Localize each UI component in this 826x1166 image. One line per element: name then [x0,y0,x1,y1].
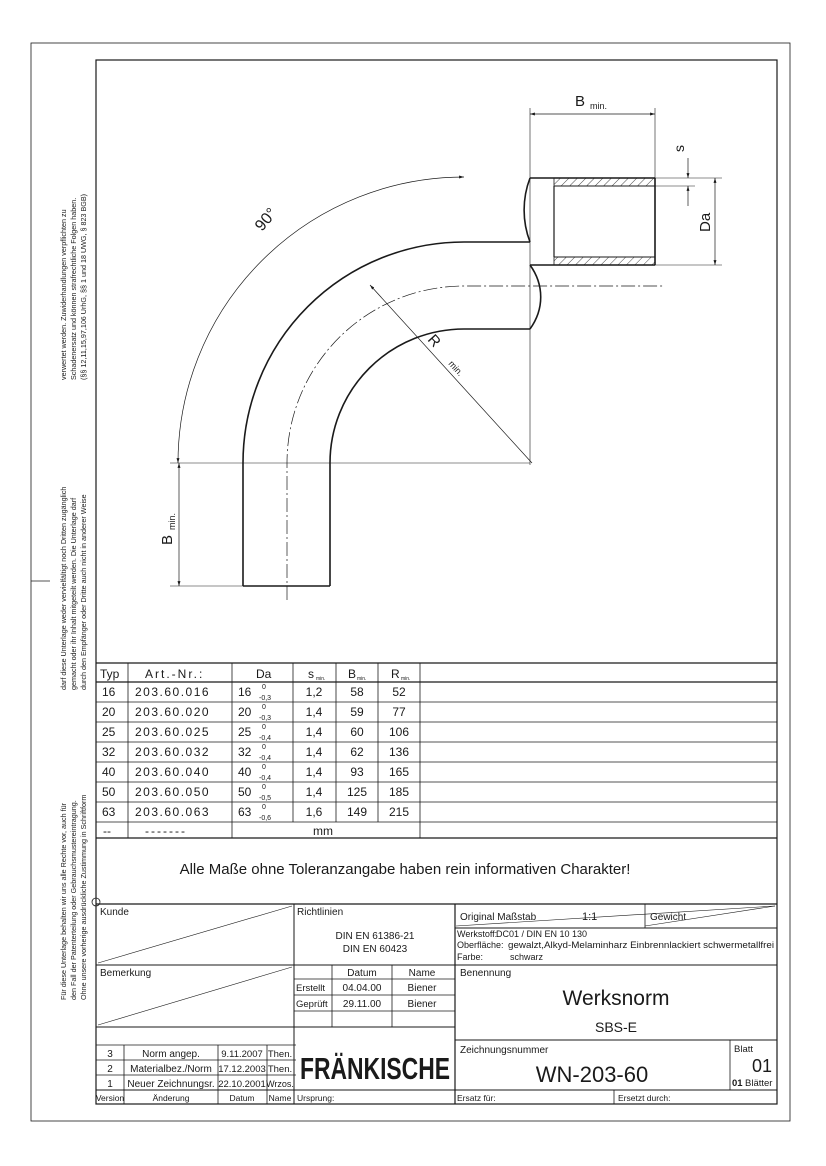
kunde-label: Kunde [100,907,129,918]
b-min-left-label: B [159,534,176,545]
cell-art-nr: 203.60.032 [135,745,211,759]
cell-r: 185 [388,785,410,799]
radius-sub: min. [446,358,466,378]
oberflaeche-value: gewalzt,Alkyd-Melaminharz Einbrennlackiert schwermetallfrei [508,940,774,950]
richtlinien-label: Richtlinien [297,907,344,918]
werkstoff-value: DC01 / DIN EN 10 130 [496,929,588,939]
cell-da: 40 [238,765,252,779]
cell-b: 58 [350,685,364,699]
table-row [102,724,409,742]
cell-da: 32 [238,745,252,759]
cell-da: 50 [238,785,252,799]
b-min-top-sub: min. [590,101,608,111]
cell-typ: 50 [102,785,116,799]
header-r-sub: min. [401,676,411,682]
cell-r: 165 [388,765,410,779]
ersatz-fuer-label: Ersatz für: [457,1093,496,1103]
cell-tol-lower: -0,4 [259,775,272,782]
header-art: Art.-Nr.: [145,667,205,681]
erstellt-name: Biener [407,983,437,994]
cell-art-nr: 203.60.020 [135,705,211,719]
cell-typ: 63 [102,805,116,819]
tolerance-note: Alle Maße ohne Toleranzangabe haben rein informativen Charakter! [179,861,631,878]
farbe-label: Farbe: [457,952,484,962]
col-name: Name [268,1093,292,1103]
cell-b: 149 [346,805,368,819]
cell-tol-upper: 0 [262,744,266,751]
table-rows [102,684,409,822]
blatt-label: Blatt [734,1044,754,1055]
name-header: Name [408,968,436,979]
svg-text:den Fall der Patenterteilung o: den Fall der Patenterteilung oder Gebrauchsmustereintragung. [69,800,78,1000]
benennung-label: Benennung [460,968,512,979]
blaetter-value: 01 [732,1078,743,1089]
cell-da: 16 [238,685,252,699]
svg-text:gemacht oder ihr Inhalt mitget: gemacht oder ihr Inhalt mitgeteilt werden. Die Unterlage darf [69,497,78,690]
cell-s: 1,4 [305,705,323,719]
cell-art-nr: 203.60.063 [135,805,211,819]
cell-s: 1,2 [305,685,323,699]
cell-s: 1,4 [305,745,323,759]
cell-tol-lower: -0,3 [259,695,272,702]
rev-3-aenderung: Norm angep. [142,1049,200,1060]
margin-copyright-bottom [59,795,88,1000]
geprueft-label: Geprüft [296,999,328,1010]
wall-hatch-top [554,178,655,186]
table-row [102,784,409,802]
header-s-sub: min. [316,676,326,682]
richtlinie-1: DIN EN 61386-21 [335,931,415,942]
table-row [102,744,409,762]
footer-unit: mm [313,824,333,838]
cell-b: 60 [350,725,364,739]
table-row [102,764,409,782]
cell-r: 106 [388,725,410,739]
rev-1-aenderung: Neuer Zeichnungsr. [127,1079,215,1090]
svg-text:Ohne unsere vorherige ausdrück: Ohne unsere vorherige ausdrückliche Zustimmung in Schriftform [79,794,88,1000]
benennung-sub: SBS-E [594,1019,638,1035]
cell-r: 215 [388,805,410,819]
cell-typ: 40 [102,765,116,779]
cell-b: 59 [350,705,364,719]
cell-r: 136 [388,745,410,759]
rev-1-name: Wrzos. [266,1079,294,1089]
cell-typ: 16 [102,685,116,699]
cell-tol-lower: -0,6 [259,815,272,822]
company-logo: FRÄNKISCHE [300,1051,450,1086]
svg-text:darf diese Unterlage weder ver: darf diese Unterlage weder vervielfältigt noch Dritten zugänglich [59,486,68,690]
table-footer-row [103,824,333,838]
cell-tol-lower: -0,4 [259,755,272,762]
cell-tol-lower: -0,5 [259,795,272,802]
pipe-inner-wall [330,329,530,586]
cell-da: 20 [238,705,252,719]
margin-copyright-top [59,194,88,380]
col-aenderung: Änderung [152,1093,190,1103]
cell-tol-upper: 0 [262,804,266,811]
cell-da: 63 [238,805,252,819]
header-typ: Typ [100,667,120,681]
radius-dimension-line [370,285,532,463]
oberflaeche-label: Oberfläche: [457,940,504,950]
angle-label: 90° [252,205,281,235]
zeichnungsnummer-value: WN-203-60 [535,1062,649,1087]
massstab-value: 1:1 [582,911,598,923]
blaetter-label: Blätter [745,1078,773,1089]
rev-1-nr: 1 [107,1079,113,1090]
da-label: Da [697,212,714,232]
table-header [100,667,410,682]
svg-text:(§§ 12,11,15,97,106 UrhG, §§ 1: (§§ 12,11,15,97,106 UrhG, §§ 1 und 18 UWG, § 823 BGB) [79,193,88,380]
rev-2-name: Then. [267,1064,293,1075]
s-label: s [671,145,687,152]
pipe-centerline [287,286,665,600]
cell-typ: 32 [102,745,116,759]
blatt-value: 01 [751,1056,773,1076]
cell-tol-upper: 0 [262,784,266,791]
outer-transition [524,178,530,242]
radius-label: R [424,331,444,351]
bemerkung-label: Bemerkung [100,968,152,979]
farbe-value: schwarz [510,952,544,962]
outer-frame [31,43,790,1121]
title-block-text [96,907,774,1103]
cell-typ: 20 [102,705,116,719]
werkstoff-label: Werkstoff: [457,929,498,939]
table-row [102,704,406,722]
ersetzt-durch-label: Ersetzt durch: [618,1093,671,1103]
geprueft-datum: 29.11.00 [342,999,382,1010]
zeichnungsnummer-label: Zeichnungsnummer [460,1045,549,1056]
cell-art-nr: 203.60.050 [135,785,211,799]
b-min-top-label: B [575,93,586,110]
cell-b: 125 [346,785,368,799]
cell-s: 1,6 [305,805,323,819]
col-datum: Datum [229,1093,255,1103]
cell-art-nr: 203.60.025 [135,725,211,739]
rev-1-datum: 22.10.2001 [218,1079,266,1090]
inner-transition [530,265,541,329]
rev-3-nr: 3 [107,1049,113,1060]
cell-art-nr: 203.60.040 [135,765,211,779]
rev-2-aenderung: Materialbez./Norm [130,1064,212,1075]
b-min-left-sub: min. [167,512,177,530]
header-s: s [308,667,314,681]
footer-art: ------- [145,824,187,838]
cell-r: 52 [392,685,406,699]
cell-tol-lower: -0,4 [259,735,272,742]
wall-hatch-bottom [554,257,655,265]
cell-da: 25 [238,725,252,739]
header-b-sub: min. [357,676,367,682]
ursprung-label: Ursprung: [297,1093,335,1103]
svg-text:Schadenersatz und können straf: Schadenersatz und können strafrechtliche Folgen haben. [69,197,78,380]
cell-s: 1,4 [305,785,323,799]
cell-r: 77 [392,705,406,719]
rev-3-name: Then. [267,1049,293,1060]
rev-3-datum: 9.11.2007 [221,1049,263,1060]
svg-text:Für diese Unterlage behalten w: Für diese Unterlage behalten wir uns alle Rechte vor, auch für [59,803,68,1000]
cell-tol-lower: -0,3 [259,715,272,722]
cell-tol-upper: 0 [262,764,266,771]
footer-typ: -- [103,824,111,838]
erstellt-datum: 04.04.00 [342,983,382,994]
header-da: Da [256,667,272,681]
rev-2-datum: 17.12.2003 [218,1064,266,1075]
cell-art-nr: 203.60.016 [135,685,211,699]
svg-text:verwertet werden. Zuwiderhandl: verwertet werden. Zuwiderhandlungen verpflichten zu [59,209,68,380]
svg-text:durch den Empfänger oder Dritt: durch den Empfänger oder Dritte auch nicht in anderer Weise [79,494,88,690]
gewicht-label: Gewicht [650,912,687,923]
cell-s: 1,4 [305,765,323,779]
cell-tol-upper: 0 [262,704,266,711]
table-row [102,684,406,702]
table-row [102,804,409,822]
cell-s: 1,4 [305,725,323,739]
massstab-label: Original Maßstab [460,912,537,923]
cell-typ: 25 [102,725,116,739]
cell-tol-upper: 0 [262,724,266,731]
erstellt-label: Erstellt [296,983,326,994]
angle-dimension-arc [178,177,464,463]
header-b: B [348,667,357,681]
header-r: R [391,667,400,681]
richtlinie-2: DIN EN 60423 [342,944,408,955]
benennung-value: Werksnorm [562,987,670,1010]
margin-copyright-middle [59,487,88,690]
pipe-bend-drawing [159,93,722,600]
cell-tol-upper: 0 [262,684,266,691]
rev-2-nr: 2 [107,1064,113,1075]
geprueft-name: Biener [407,999,437,1010]
datum-header: Datum [347,968,377,979]
col-version: Version [95,1093,125,1103]
cell-b: 62 [350,745,364,759]
cell-b: 93 [350,765,364,779]
